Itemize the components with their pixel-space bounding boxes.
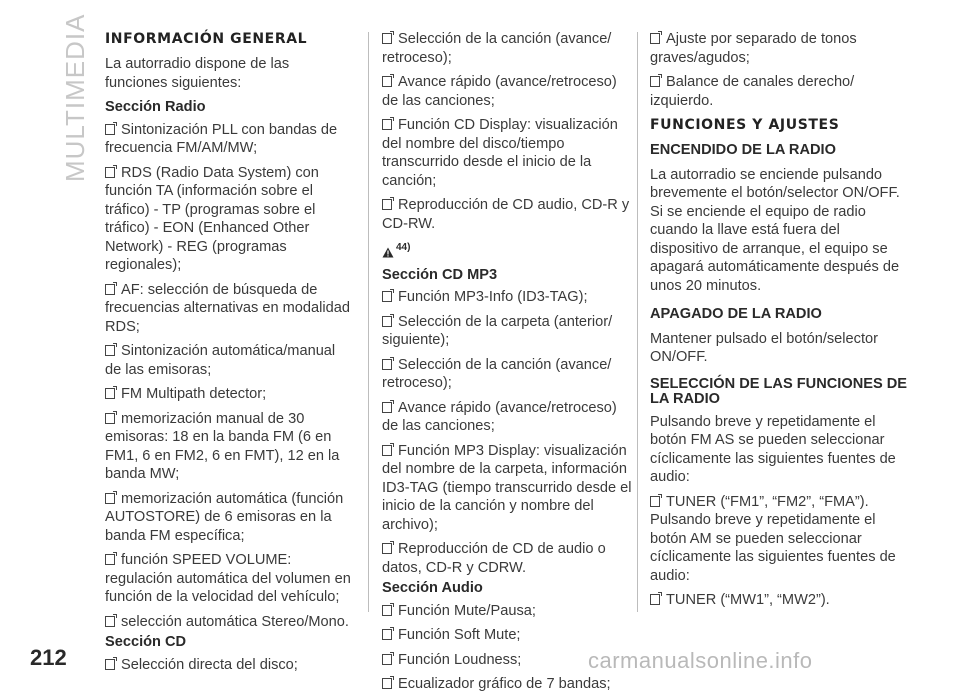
checkbox-bullet-icon (105, 284, 115, 295)
heading-informacion-general: INFORMACIÓN GENERAL (105, 31, 308, 47)
mp3-section-title: Sección CD MP3 (382, 266, 498, 283)
checkbox-bullet-icon (650, 496, 660, 507)
watermark: carmanualsonline.info (588, 648, 813, 673)
checkbox-bullet-icon (382, 605, 392, 616)
checkbox-bullet-icon (382, 445, 392, 456)
checkbox-bullet-icon (382, 678, 392, 689)
column-3 (650, 30, 912, 616)
checkbox-bullet-icon (382, 654, 392, 665)
section-label (52, 13, 92, 200)
list-item-text: memorización manual de 30 emisoras: 18 en la banda FM (6 en FM1, 6 en FM2, 6 en FMT), 12 en la banda MW; (105, 410, 340, 482)
list-item-text: Selección directa del disco; (121, 656, 298, 673)
checkbox-bullet-icon (382, 402, 392, 413)
list-item (382, 288, 632, 307)
list-item-text: Función Mute/Pausa; (398, 602, 536, 619)
column-2 (382, 30, 632, 700)
checkbox-bullet-icon (105, 554, 115, 565)
list-item (105, 613, 355, 632)
list-item (650, 493, 912, 512)
list-item (105, 656, 355, 675)
list-item (382, 116, 632, 190)
list-item-text: selección automática Stereo/Mono. (121, 613, 349, 630)
tuner-fm-text: TUNER (“FM1”, “FM2”, “FMA”). (666, 493, 869, 510)
warning-reference (382, 239, 632, 258)
am-text: Pulsando breve y repetidamente el botón AM se pueden seleccionar cíclicamente las siguientes fuentes de audio: (650, 512, 896, 584)
radio-feature-list (105, 121, 355, 632)
mp3-feature-list (382, 288, 632, 577)
seleccion-title: SELECCIÓN DE LAS FUNCIONES DE LA RADIO (650, 375, 908, 407)
audio-feature-list-continued (650, 30, 912, 110)
list-item-text: Función MP3-Info (ID3-TAG); (398, 289, 588, 305)
cd-feature-list (105, 656, 355, 675)
audio-section-title: Sección Audio (382, 580, 483, 596)
checkbox-bullet-icon (382, 199, 392, 210)
checkbox-bullet-icon (382, 33, 392, 44)
list-item (382, 602, 632, 621)
list-item (105, 121, 355, 158)
list-item-text: Ecualizador gráfico de 7 bandas; (398, 676, 611, 692)
list-item (382, 442, 632, 535)
tuner-mw-text: TUNER (“MW1”, “MW2”). (666, 592, 830, 608)
checkbox-bullet-icon (382, 316, 392, 327)
seleccion-text: Pulsando breve y repetidamente el botón FM AS se pueden seleccionar cíclicamente las siguientes fuentes de audio: (650, 413, 896, 485)
list-item-text: Función CD Display: visualización del nombre del disco/tiempo transcurrido desde el inicio de la canción; (382, 117, 618, 189)
apagado-title: APAGADO DE LA RADIO (650, 306, 822, 322)
encendido-title: ENCENDIDO DE LA RADIO (650, 142, 836, 158)
list-item-text: Avance rápido (avance/retroceso) de las canciones; (382, 399, 617, 434)
section-label-text: MULTIMEDIA (60, 13, 90, 182)
list-item (382, 30, 632, 67)
list-item-text: función SPEED VOLUME: regulación automática del volumen en función de la velocidad del vehículo; (105, 552, 351, 605)
list-item-text: Ajuste por separado de tonos graves/agudos; (650, 31, 857, 66)
checkbox-bullet-icon (105, 616, 115, 627)
column-divider (368, 32, 369, 612)
list-item-text: Sintonización automática/manual de las emisoras; (105, 343, 336, 378)
list-item-text: RDS (Radio Data System) con función TA (información sobre el tráfico) - TP (programas sobre el tráfico) - EON (Enhanced Other Network) - REG (programas regionales); (105, 164, 319, 273)
list-item (650, 591, 912, 610)
apagado-text: Mantener pulsado el botón/selector ON/OFF. (650, 330, 878, 365)
list-item (382, 626, 632, 645)
list-item (382, 196, 632, 233)
intro-text: La autorradio dispone de las funciones siguientes: (105, 56, 290, 91)
list-item-text: Avance rápido (avance/retroceso) de las canciones; (382, 74, 617, 109)
list-item-text: Reproducción de CD audio, CD-R y CD-RW. (382, 197, 630, 232)
checkbox-bullet-icon (650, 76, 660, 87)
checkbox-bullet-icon (105, 345, 115, 356)
checkbox-bullet-icon (650, 33, 660, 44)
list-item-text: memorización automática (función AUTOSTORE) de 6 emisoras en la banda FM específica; (105, 490, 344, 544)
list-item (382, 540, 632, 577)
checkbox-bullet-icon (382, 359, 392, 370)
checkbox-bullet-icon (105, 493, 115, 504)
warning-triangle-icon (382, 247, 394, 258)
list-item-text: Función Soft Mute; (398, 627, 521, 643)
checkbox-bullet-icon (105, 659, 115, 670)
list-item (105, 551, 355, 607)
checkbox-bullet-icon (105, 413, 115, 424)
checkbox-bullet-icon (105, 167, 115, 178)
checkbox-bullet-icon (382, 543, 392, 554)
column-divider (637, 32, 638, 612)
page-number: 212 (30, 645, 67, 670)
list-item (105, 281, 355, 337)
list-item (105, 342, 355, 379)
cd-feature-list-continued (382, 30, 632, 233)
list-item (650, 73, 912, 110)
list-item-text: Selección de la canción (avance/ retroceso); (382, 31, 612, 66)
list-item-text: Reproducción de CD de audio o datos, CD-R y CDRW. (382, 541, 606, 576)
list-item (382, 399, 632, 436)
radio-section-title: Sección Radio (105, 99, 206, 115)
cd-section-title: Sección CD (105, 634, 187, 650)
list-item (105, 410, 355, 484)
checkbox-bullet-icon (382, 76, 392, 87)
list-item (382, 356, 632, 393)
checkbox-bullet-icon (382, 629, 392, 640)
list-item (105, 490, 355, 546)
list-item-text: Sintonización PLL con bandas de frecuencia FM/AM/MW; (105, 121, 338, 156)
list-item-text: AF: selección de búsqueda de frecuencias alternativas en modalidad RDS; (105, 281, 350, 335)
list-item-text: Selección de la carpeta (anterior/ siguiente); (382, 313, 613, 348)
list-item-text: Selección de la canción (avance/ retroceso); (382, 356, 612, 391)
list-item-text: FM Multipath detector; (121, 386, 267, 402)
list-item (105, 385, 355, 404)
column-1 (105, 30, 355, 680)
warning-ref-number: 44) (396, 242, 411, 253)
heading-funciones-ajustes: FUNCIONES Y AJUSTES (650, 117, 840, 133)
checkbox-bullet-icon (382, 119, 392, 130)
checkbox-bullet-icon (105, 124, 115, 135)
list-item (650, 30, 912, 67)
list-item-text: Función MP3 Display: visualización del nombre de la carpeta, información ID3-TAG (tiempo transcurrido desde el inicio de la canción y nombre del archivo); (382, 442, 632, 533)
list-item (382, 313, 632, 350)
list-item-text: Función Loudness; (398, 651, 522, 668)
list-item-text: Balance de canales derecho/ izquierdo. (650, 74, 855, 109)
checkbox-bullet-icon (650, 594, 660, 605)
list-item (382, 73, 632, 110)
encendido-text: La autorradio se enciende pulsando brevemente el botón/selector ON/OFF. Si se enciende el equipo de radio cuando la llave está fuera del dispositivo de arranque, el equipo se apagará automáticamente después de unos 20 minutos. (650, 166, 900, 294)
list-item (105, 164, 355, 275)
checkbox-bullet-icon (105, 388, 115, 399)
checkbox-bullet-icon (382, 291, 392, 302)
